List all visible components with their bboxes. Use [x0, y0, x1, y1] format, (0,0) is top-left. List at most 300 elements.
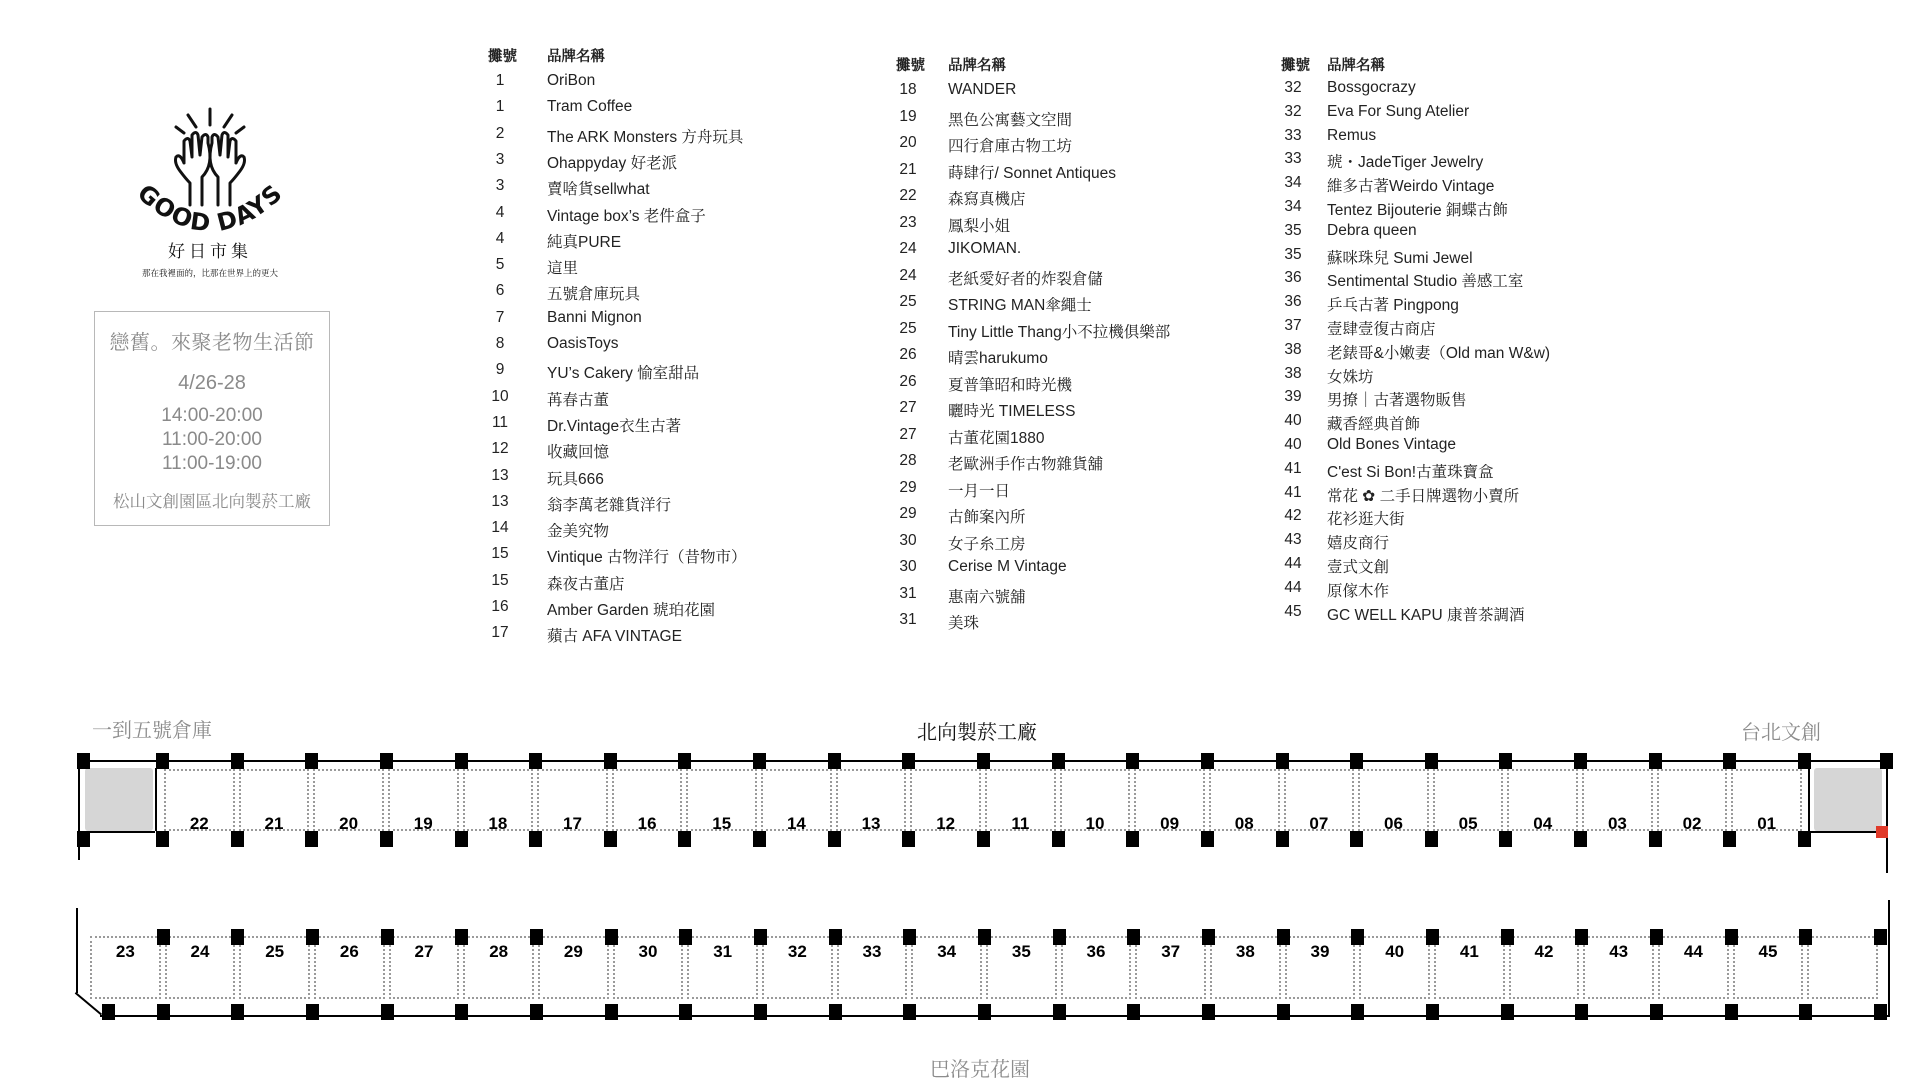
pillar-icon: [1202, 1004, 1215, 1020]
brand-name: Bossgocrazy: [1327, 79, 1416, 96]
right-entrance-block: [1814, 768, 1882, 831]
booth-number: 12: [491, 440, 509, 458]
booth-number: 40: [1284, 412, 1302, 430]
pillar-icon: [1649, 831, 1662, 847]
brand-name: 金美究物: [547, 523, 610, 541]
booth-label: 17: [563, 814, 582, 833]
booth-number: 6: [495, 282, 505, 300]
booth-number: 40: [1284, 436, 1302, 453]
booth-label: 25: [265, 942, 285, 961]
booth-label: 16: [637, 814, 657, 833]
pillar-icon: [753, 753, 766, 769]
pillar-icon: [1799, 929, 1812, 945]
brand-name: 古飾案內所: [948, 509, 1026, 526]
pillar-icon: [1426, 929, 1439, 945]
pillar-icon: [1201, 753, 1214, 769]
booth-label: 43: [1609, 942, 1629, 961]
pillar-icon: [977, 831, 990, 847]
booth-empty: [1807, 936, 1878, 999]
right-wall-lower: [1888, 900, 1890, 1016]
brand-name: 蘋古 AFA VINTAGE: [547, 628, 682, 646]
pillar-icon: [1126, 753, 1139, 769]
booth-number: 34: [1284, 174, 1302, 192]
booth-label: 29: [563, 942, 583, 961]
pillar-icon: [1277, 929, 1290, 945]
booth-number: 13: [491, 466, 509, 484]
pillar-icon: [902, 831, 915, 847]
booth-number: 1: [495, 98, 505, 116]
brand-name: 夏普筆昭和時光機: [948, 376, 1073, 394]
pillar-icon: [604, 753, 617, 769]
pillar-icon: [231, 831, 244, 847]
bottom-wall: [100, 1015, 1890, 1017]
pillar-icon: [156, 753, 169, 769]
pillar-icon: [455, 831, 468, 847]
booth-number: 25: [899, 293, 917, 310]
brand-name: 一月一日: [948, 482, 1011, 500]
booth-label: 26: [339, 942, 359, 961]
booth-number: 31: [899, 611, 917, 628]
left-entry-post: [155, 768, 157, 831]
brand-name: 花衫逛大街: [1327, 511, 1405, 529]
pillar-icon: [1126, 831, 1139, 847]
booth-label: 20: [339, 814, 359, 833]
pillar-icon: [1053, 1004, 1066, 1020]
booth-label: 35: [1011, 942, 1031, 961]
booth-number: 30: [899, 558, 917, 575]
booth-label: 19: [413, 814, 433, 833]
booth-label: 28: [489, 942, 509, 961]
brand-name: YU’s Cakery 愉室甜品: [547, 365, 700, 383]
booth-label: 45: [1758, 942, 1778, 961]
brand-name: 壹肆壹復古商店: [1327, 321, 1436, 338]
booth-label: 04: [1533, 814, 1553, 833]
exit-marker: [1876, 826, 1888, 838]
booth-number: 22: [899, 187, 917, 204]
brand-tagline: 那在我裡面的，比那在世界上的更大: [141, 269, 278, 279]
pillar-icon: [1799, 1004, 1812, 1020]
pillar-icon: [1276, 831, 1289, 847]
booth-label: 37: [1161, 942, 1181, 961]
brand-name: Tiny Little Thang小不拉機俱樂部: [948, 323, 1171, 341]
brand-name: 老紙愛好者的炸裂倉儲: [948, 270, 1104, 288]
header-brand-name: 品牌名稱: [1327, 58, 1385, 74]
brand-name: 賣啥貨sellwhat: [547, 181, 650, 199]
booth-number: 1: [495, 72, 505, 89]
booth-number: 30: [899, 531, 917, 549]
brand-name: 惠南六號舖: [948, 588, 1026, 606]
booth-label: 21: [264, 814, 284, 833]
pillar-icon: [903, 1004, 916, 1020]
pillar-icon: [1725, 1004, 1738, 1020]
booth-number: 25: [899, 319, 917, 337]
pillar-icon: [679, 1004, 692, 1020]
pillar-icon: [455, 929, 468, 945]
booth-number: 44: [1284, 578, 1302, 596]
booth-label: 08: [1234, 814, 1254, 833]
booth-label: 07: [1309, 814, 1329, 833]
booth-label: 44: [1683, 942, 1703, 961]
booth-label: 24: [190, 942, 210, 961]
booth-number: 4: [495, 203, 505, 221]
pillar-icon: [1350, 831, 1363, 847]
pillar-icon: [829, 1004, 842, 1020]
brand-name: 老歐洲手作古物雜貨舖: [948, 456, 1104, 473]
pillar-icon: [1501, 929, 1514, 945]
booth-number: 32: [1284, 102, 1302, 120]
pillar-icon: [754, 929, 767, 945]
brand-name: 乒乓古著 Pingpong: [1327, 297, 1459, 315]
pillar-icon: [754, 1004, 767, 1020]
pillar-icon: [1052, 753, 1065, 769]
header-booth-number: 攤號: [896, 58, 925, 74]
brand-name: 蒔肆行/ Sonnet Antiques: [948, 164, 1117, 182]
pillar-icon: [605, 1004, 618, 1020]
booth-number: 16: [491, 598, 509, 615]
pillar-icon: [605, 929, 618, 945]
brand-name: 女姝坊: [1327, 368, 1374, 386]
pillar-icon: [1499, 831, 1512, 847]
brand-name: Vintique 古物洋行（昔物市）: [547, 549, 747, 567]
booth-label: 06: [1384, 814, 1403, 833]
label-warehouses: 一到五號倉庫: [92, 720, 212, 742]
booth-number: 41: [1284, 459, 1302, 477]
brand-name: 壹式文創: [1327, 559, 1390, 576]
pillar-icon: [903, 929, 916, 945]
event-time-day3: 11:00-19:00: [161, 453, 262, 474]
brand-name: Cerise M Vintage: [948, 558, 1067, 575]
right-wall-upper: [1886, 760, 1888, 873]
event-title: 戀舊。來聚老物生活節: [109, 332, 315, 354]
booth-label: 30: [638, 942, 658, 961]
brand-name: 古董花園1880: [948, 429, 1045, 447]
pillar-icon: [678, 831, 691, 847]
pillar-icon: [455, 753, 468, 769]
label-taipei-creative: 台北文創: [1741, 722, 1821, 744]
booth-number: 24: [899, 266, 917, 284]
right-entry-post: [1808, 768, 1810, 831]
pillar-icon: [380, 831, 393, 847]
booth-number: 45: [1284, 602, 1302, 620]
brand-name: 維多古著Weirdo Vintage: [1327, 178, 1495, 196]
booth-label: 03: [1607, 814, 1627, 833]
booth-label: 05: [1458, 814, 1478, 833]
pillar-icon: [1650, 1004, 1663, 1020]
booth-number: 35: [1284, 245, 1302, 263]
booth-label: 02: [1682, 814, 1702, 833]
pillar-icon: [1127, 929, 1140, 945]
pillar-icon: [156, 831, 169, 847]
booth-label: 41: [1459, 942, 1479, 961]
booth-number: 20: [899, 134, 917, 151]
pillar-icon: [978, 1004, 991, 1020]
pillar-icon: [306, 929, 319, 945]
brand-name: 鳳梨小姐: [948, 217, 1011, 235]
booth-label: 14: [786, 814, 806, 833]
pillar-icon: [306, 1004, 319, 1020]
booth-number: 2: [495, 124, 505, 142]
pillar-icon: [902, 753, 915, 769]
booth-label: 10: [1085, 814, 1105, 833]
pillar-icon: [1276, 753, 1289, 769]
booth-label: 31: [713, 942, 733, 961]
booth-number: 38: [1284, 340, 1302, 358]
pillar-icon: [1723, 831, 1736, 847]
booth-number: 38: [1284, 364, 1302, 382]
booth-label: 38: [1235, 942, 1255, 961]
booth-label: 34: [937, 942, 957, 961]
pillar-icon: [1201, 831, 1214, 847]
pillar-icon: [604, 831, 617, 847]
booth-number: 42: [1284, 507, 1302, 525]
brand-name: 收藏回憶: [547, 444, 610, 462]
booth-number: 19: [899, 107, 917, 125]
booth-label: 39: [1310, 942, 1330, 961]
brand-name: 晴雲harukumo: [948, 350, 1048, 367]
pillar-icon: [1127, 1004, 1140, 1020]
brand-name: 曬時光 TIMELESS: [948, 403, 1076, 420]
booth-number: 39: [1284, 388, 1302, 406]
pillar-icon: [1574, 831, 1587, 847]
pillar-icon: [1202, 929, 1215, 945]
pillar-icon: [381, 1004, 394, 1020]
brand-name: Sentimental Studio 善感工室: [1327, 273, 1524, 291]
brand-name: 琥・JadeTiger Jewelry: [1327, 154, 1484, 172]
brand-name: 常花 ✿ 二手日牌選物小賣所: [1327, 487, 1520, 505]
booth-number: 10: [491, 387, 509, 405]
pillar-icon: [1499, 753, 1512, 769]
booth-number: 44: [1284, 555, 1302, 572]
event-time-day1: 14:00-20:00: [161, 405, 263, 426]
booth-number: 43: [1284, 531, 1302, 549]
pillar-icon: [530, 929, 543, 945]
pillar-icon: [978, 929, 991, 945]
booth-number: 36: [1284, 269, 1302, 287]
pillar-icon: [1052, 831, 1065, 847]
booth-number: 8: [495, 335, 505, 352]
pillar-icon: [231, 753, 244, 769]
booth-label: 01: [1757, 814, 1777, 833]
booth-label: 09: [1160, 814, 1180, 833]
booth-label: 27: [414, 942, 434, 961]
booth-label: 42: [1534, 942, 1554, 961]
brand-name: OasisToys: [547, 335, 619, 352]
event-time-day2: 11:00-20:00: [161, 429, 262, 450]
brand-name: 純真PURE: [547, 233, 622, 251]
pillar-icon: [231, 1004, 244, 1020]
pillar-icon: [1426, 1004, 1439, 1020]
brand-name: Banni Mignon: [547, 308, 642, 326]
booth-number: 7: [495, 308, 505, 326]
header-brand-name: 品牌名稱: [948, 58, 1006, 74]
pillar-icon: [1650, 929, 1663, 945]
brand-name: 玩具666: [547, 470, 604, 488]
brand-name: C'est Si Bon!古董珠寶盒: [1327, 463, 1494, 481]
pillar-icon: [529, 831, 542, 847]
pillar-icon: [381, 929, 394, 945]
header-brand-name: 品牌名稱: [547, 49, 605, 65]
pillar-icon: [1053, 929, 1066, 945]
pillar-icon: [1874, 929, 1887, 945]
brand-name: 老錶哥&小嫩妻（Old man W&w): [1327, 344, 1551, 362]
brand-name: 原傢木作: [1327, 582, 1390, 600]
booth-number: 34: [1284, 198, 1302, 215]
booth-number: 27: [899, 399, 917, 416]
brand-name: 女子糸工房: [948, 535, 1026, 553]
booth-number: 3: [495, 150, 505, 168]
booth-label: 32: [787, 942, 807, 961]
pillar-icon: [530, 1004, 543, 1020]
label-baroque-garden: 巴洛克花園: [930, 1059, 1030, 1081]
header-booth-number: 攤號: [1281, 58, 1310, 74]
hall-title: 北向製菸工廠: [917, 722, 1037, 744]
brand-name: Dr.Vintage衣生古著: [547, 417, 682, 435]
brand-name: Old Bones Vintage: [1327, 436, 1456, 453]
brand-name: STRING MAN傘繩士: [948, 297, 1092, 314]
brand-name: Amber Garden 琥珀花園: [547, 602, 715, 619]
brand-name: 這里: [547, 260, 579, 278]
pillar-icon: [829, 929, 842, 945]
booth-number: 36: [1284, 293, 1302, 311]
pillar-icon: [380, 753, 393, 769]
brand-name: Tram Coffee: [547, 98, 633, 116]
event-dates: 4/26-28: [178, 372, 246, 394]
booth-number: 11: [491, 413, 509, 431]
brand-name: 藏香經典首飾: [1327, 416, 1421, 434]
booth-number: 33: [1284, 150, 1302, 168]
booth-number: 27: [899, 425, 917, 443]
booth-number: 31: [899, 584, 917, 602]
header-booth-number: 攤號: [488, 49, 517, 65]
svg-text:GOOD DAYS: GOOD DAYS: [131, 178, 289, 238]
booth-number: 17: [491, 624, 509, 642]
pillar-icon: [753, 831, 766, 847]
pillar-icon: [231, 929, 244, 945]
pillar-icon: [157, 929, 170, 945]
pillar-icon: [1425, 753, 1438, 769]
pillar-icon: [1574, 753, 1587, 769]
brand-name: Tentez Bijouterie 銅蝶古飾: [1327, 202, 1508, 219]
pillar-icon: [529, 753, 542, 769]
left-wall-lower: [76, 908, 78, 993]
pillar-icon: [1725, 929, 1738, 945]
booth-number: 5: [495, 256, 505, 274]
right-entry-sill: [1807, 831, 1887, 833]
brand-name: 森夜古董店: [547, 575, 625, 593]
brand-name: JIKOMAN.: [948, 240, 1022, 257]
booth-number: 15: [491, 545, 509, 563]
brand-name: 蘇咪珠兒 Sumi Jewel: [1327, 249, 1473, 267]
pillar-icon: [157, 1004, 170, 1020]
pillar-icon: [455, 1004, 468, 1020]
brand-name: 苒春古董: [547, 391, 610, 409]
pillar-icon: [77, 831, 90, 847]
booth-number: 33: [1284, 126, 1302, 144]
booth-label: 11: [1011, 814, 1030, 833]
brand-name: Remus: [1327, 126, 1377, 144]
booth-label: 23: [115, 942, 135, 961]
booth-number: 24: [899, 240, 917, 257]
brand-name: Vintage box’s 老件盒子: [547, 207, 706, 225]
brand-name-chinese: 好日市集: [168, 242, 252, 262]
pillar-icon: [1723, 753, 1736, 769]
pillar-icon: [678, 753, 691, 769]
booth-number: 3: [495, 177, 505, 195]
pillar-icon: [1501, 1004, 1514, 1020]
brand-name: 森寫真機店: [948, 191, 1026, 208]
pillar-icon: [977, 753, 990, 769]
brand-name: Ohappyday 好老派: [547, 154, 678, 172]
booth-number: 41: [1284, 483, 1302, 501]
pillar-icon: [1277, 1004, 1290, 1020]
brand-name: Debra queen: [1327, 221, 1417, 239]
pillar-icon: [1649, 753, 1662, 769]
booth-number: 29: [899, 478, 917, 496]
booth-number: 28: [899, 452, 917, 469]
pillar-icon: [305, 831, 318, 847]
pillar-icon: [1874, 1004, 1887, 1020]
pillar-icon: [1425, 831, 1438, 847]
event-venue: 松山文創園區北向製菸工廠: [113, 493, 311, 511]
booth-label: 15: [712, 814, 732, 833]
brand-name: OriBon: [547, 72, 596, 89]
brand-name: 嬉皮商行: [1327, 535, 1390, 553]
pillar-icon: [305, 753, 318, 769]
booth-label: 12: [936, 814, 956, 833]
booth-label: 40: [1385, 942, 1405, 961]
brand-name: 五號倉庫玩具: [547, 286, 641, 304]
brand-name: 男撩｜古著選物販售: [1327, 392, 1467, 410]
pillar-icon: [1351, 929, 1364, 945]
pillar-icon: [1798, 831, 1811, 847]
booth-number: 13: [491, 492, 509, 510]
pillar-icon: [1798, 753, 1811, 769]
booth-number: 32: [1284, 79, 1302, 96]
pillar-icon: [679, 929, 692, 945]
pillar-icon: [828, 831, 841, 847]
booth-number: 26: [899, 346, 917, 363]
pillar-icon: [828, 753, 841, 769]
brand-name: 美珠: [948, 615, 980, 632]
booth-number: 15: [491, 571, 509, 589]
booth-number: 29: [899, 505, 917, 522]
left-entrance-block: [85, 768, 153, 831]
booth-number: 37: [1284, 317, 1302, 334]
booth-label: 22: [189, 814, 209, 833]
booth-number: 9: [495, 361, 505, 379]
booth-label: 33: [862, 942, 882, 961]
brand-name: Eva For Sung Atelier: [1327, 102, 1470, 120]
brand-name: GC WELL KAPU 康普茶調酒: [1327, 606, 1525, 624]
pillar-icon: [1350, 753, 1363, 769]
booth-label: 18: [488, 814, 508, 833]
booth-number: 14: [491, 519, 509, 537]
booth-number: 18: [899, 81, 917, 98]
pillar-icon: [1575, 1004, 1588, 1020]
brand-name: The ARK Monsters 方舟玩具: [547, 128, 744, 146]
brand-name: 四行倉庫古物工坊: [948, 138, 1073, 155]
booth-number: 4: [495, 229, 505, 247]
booth-number: 21: [899, 160, 917, 178]
brand-name: 黑色公寓藝文空間: [948, 111, 1073, 129]
pillar-icon: [1880, 753, 1893, 769]
brand-name: WANDER: [948, 81, 1017, 98]
brand-name: 翁李萬老雜貨洋行: [547, 496, 672, 514]
pillar-icon: [77, 753, 90, 769]
booth-label: 13: [861, 814, 881, 833]
pillar-icon: [1351, 1004, 1364, 1020]
booth-number: 26: [899, 372, 917, 390]
